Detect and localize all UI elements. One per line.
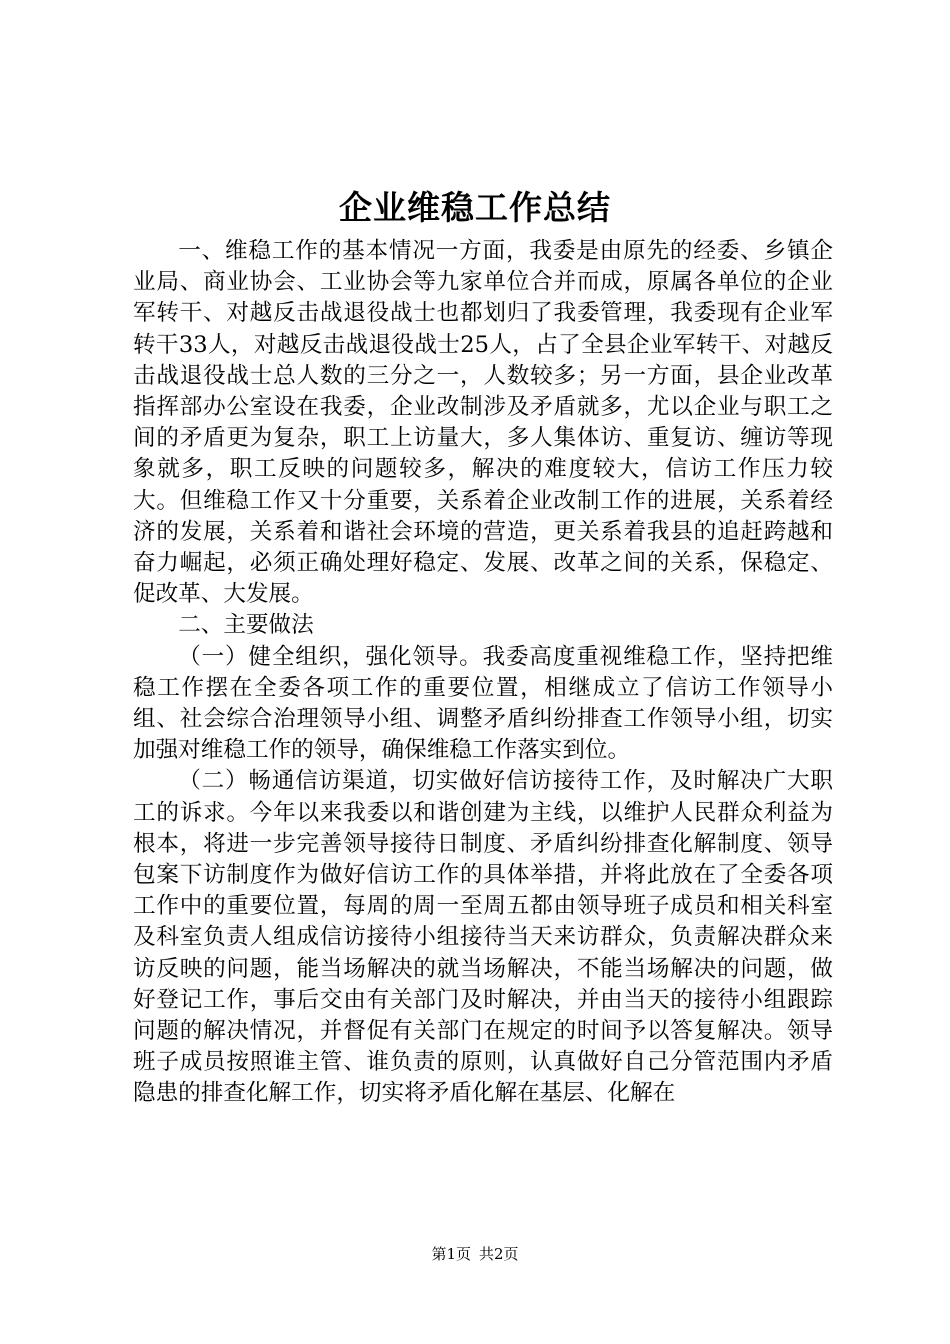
document-title: 企业维稳工作总结 (339, 188, 611, 227)
page-number-current: 第1页 (431, 1245, 471, 1263)
paragraph-basic-situation: 一、维稳工作的基本情况一方面，我委是由原先的经委、乡镇企业局、商业协会、工业协会等九家单位合并而成，原属各单位的企业军转干、对越反击战退役战士也都划归了我委管理，我委现有企业军转干33人，对越反击战退役战士25人，占了全县企业军转干、对越反击战退役战士总人数的三分之一，人数较多；另一方面，县企业改革指挥部办公室设在我委，企业改制涉及矛盾就多，尤以企业与职工之间的矛盾更为复杂，职工上访量大，多人集体访、重复访、缠访等现象就多，职工反映的问题较多，解决的难度较大，信访工作压力较大。但维稳工作又十分重要，关系着企业改制工作的进展，关系着经济的发展，关系着和谐社会环境的营造，更关系着我县的追赶跨越和奋力崛起，必须正确处理好稳定、发展、改革之间的关系，保稳定、促改革、大发展。 (133, 238, 833, 608)
paragraph-main-methods-heading: 二、主要做法 (178, 612, 314, 639)
document-body (133, 236, 833, 1110)
paragraph-petition-channels: （二）畅通信访渠道，切实做好信访接待工作，及时解决广大职工的诉求。今年以来我委以和谐创建为主线，以维护人民群众利益为根本，将进一步完善领导接待日制度、矛盾纠纷排查化解制度、领导包案下访制度作为做好信访工作的具体举措，并将此放在了全委各项工作中的重要位置，每周的周一至周五都由领导班子成员和相关科室及科室负责人组成信访接待小组接待当天来访群众，负责解决群众来访反映的问题，能当场解决的就当场解决，不能当场解决的问题，做好登记工作，事后交由有关部门及时解决，并由当天的接待小组跟踪问题的解决情况，并督促有关部门在规定的时间予以答复解决。领导班子成员按照谁主管、谁负责的原则，认真做好自己分管范围内矛盾隐患的排查化解工作，切实将矛盾化解在基层、化解在 (133, 768, 833, 1107)
page-number-total: 共2页 (479, 1245, 519, 1263)
page-footer (0, 1243, 950, 1265)
paragraph-organization-leadership: （一）健全组织，强化领导。我委高度重视维稳工作，坚持把维稳工作摆在全委各项工作的重要位置，相继成立了信访工作领导小组、社会综合治理领导小组、调整矛盾纠纷排查工作领导小组，切实加强对维稳工作的领导，确保维稳工作落实到位。 (133, 643, 833, 764)
